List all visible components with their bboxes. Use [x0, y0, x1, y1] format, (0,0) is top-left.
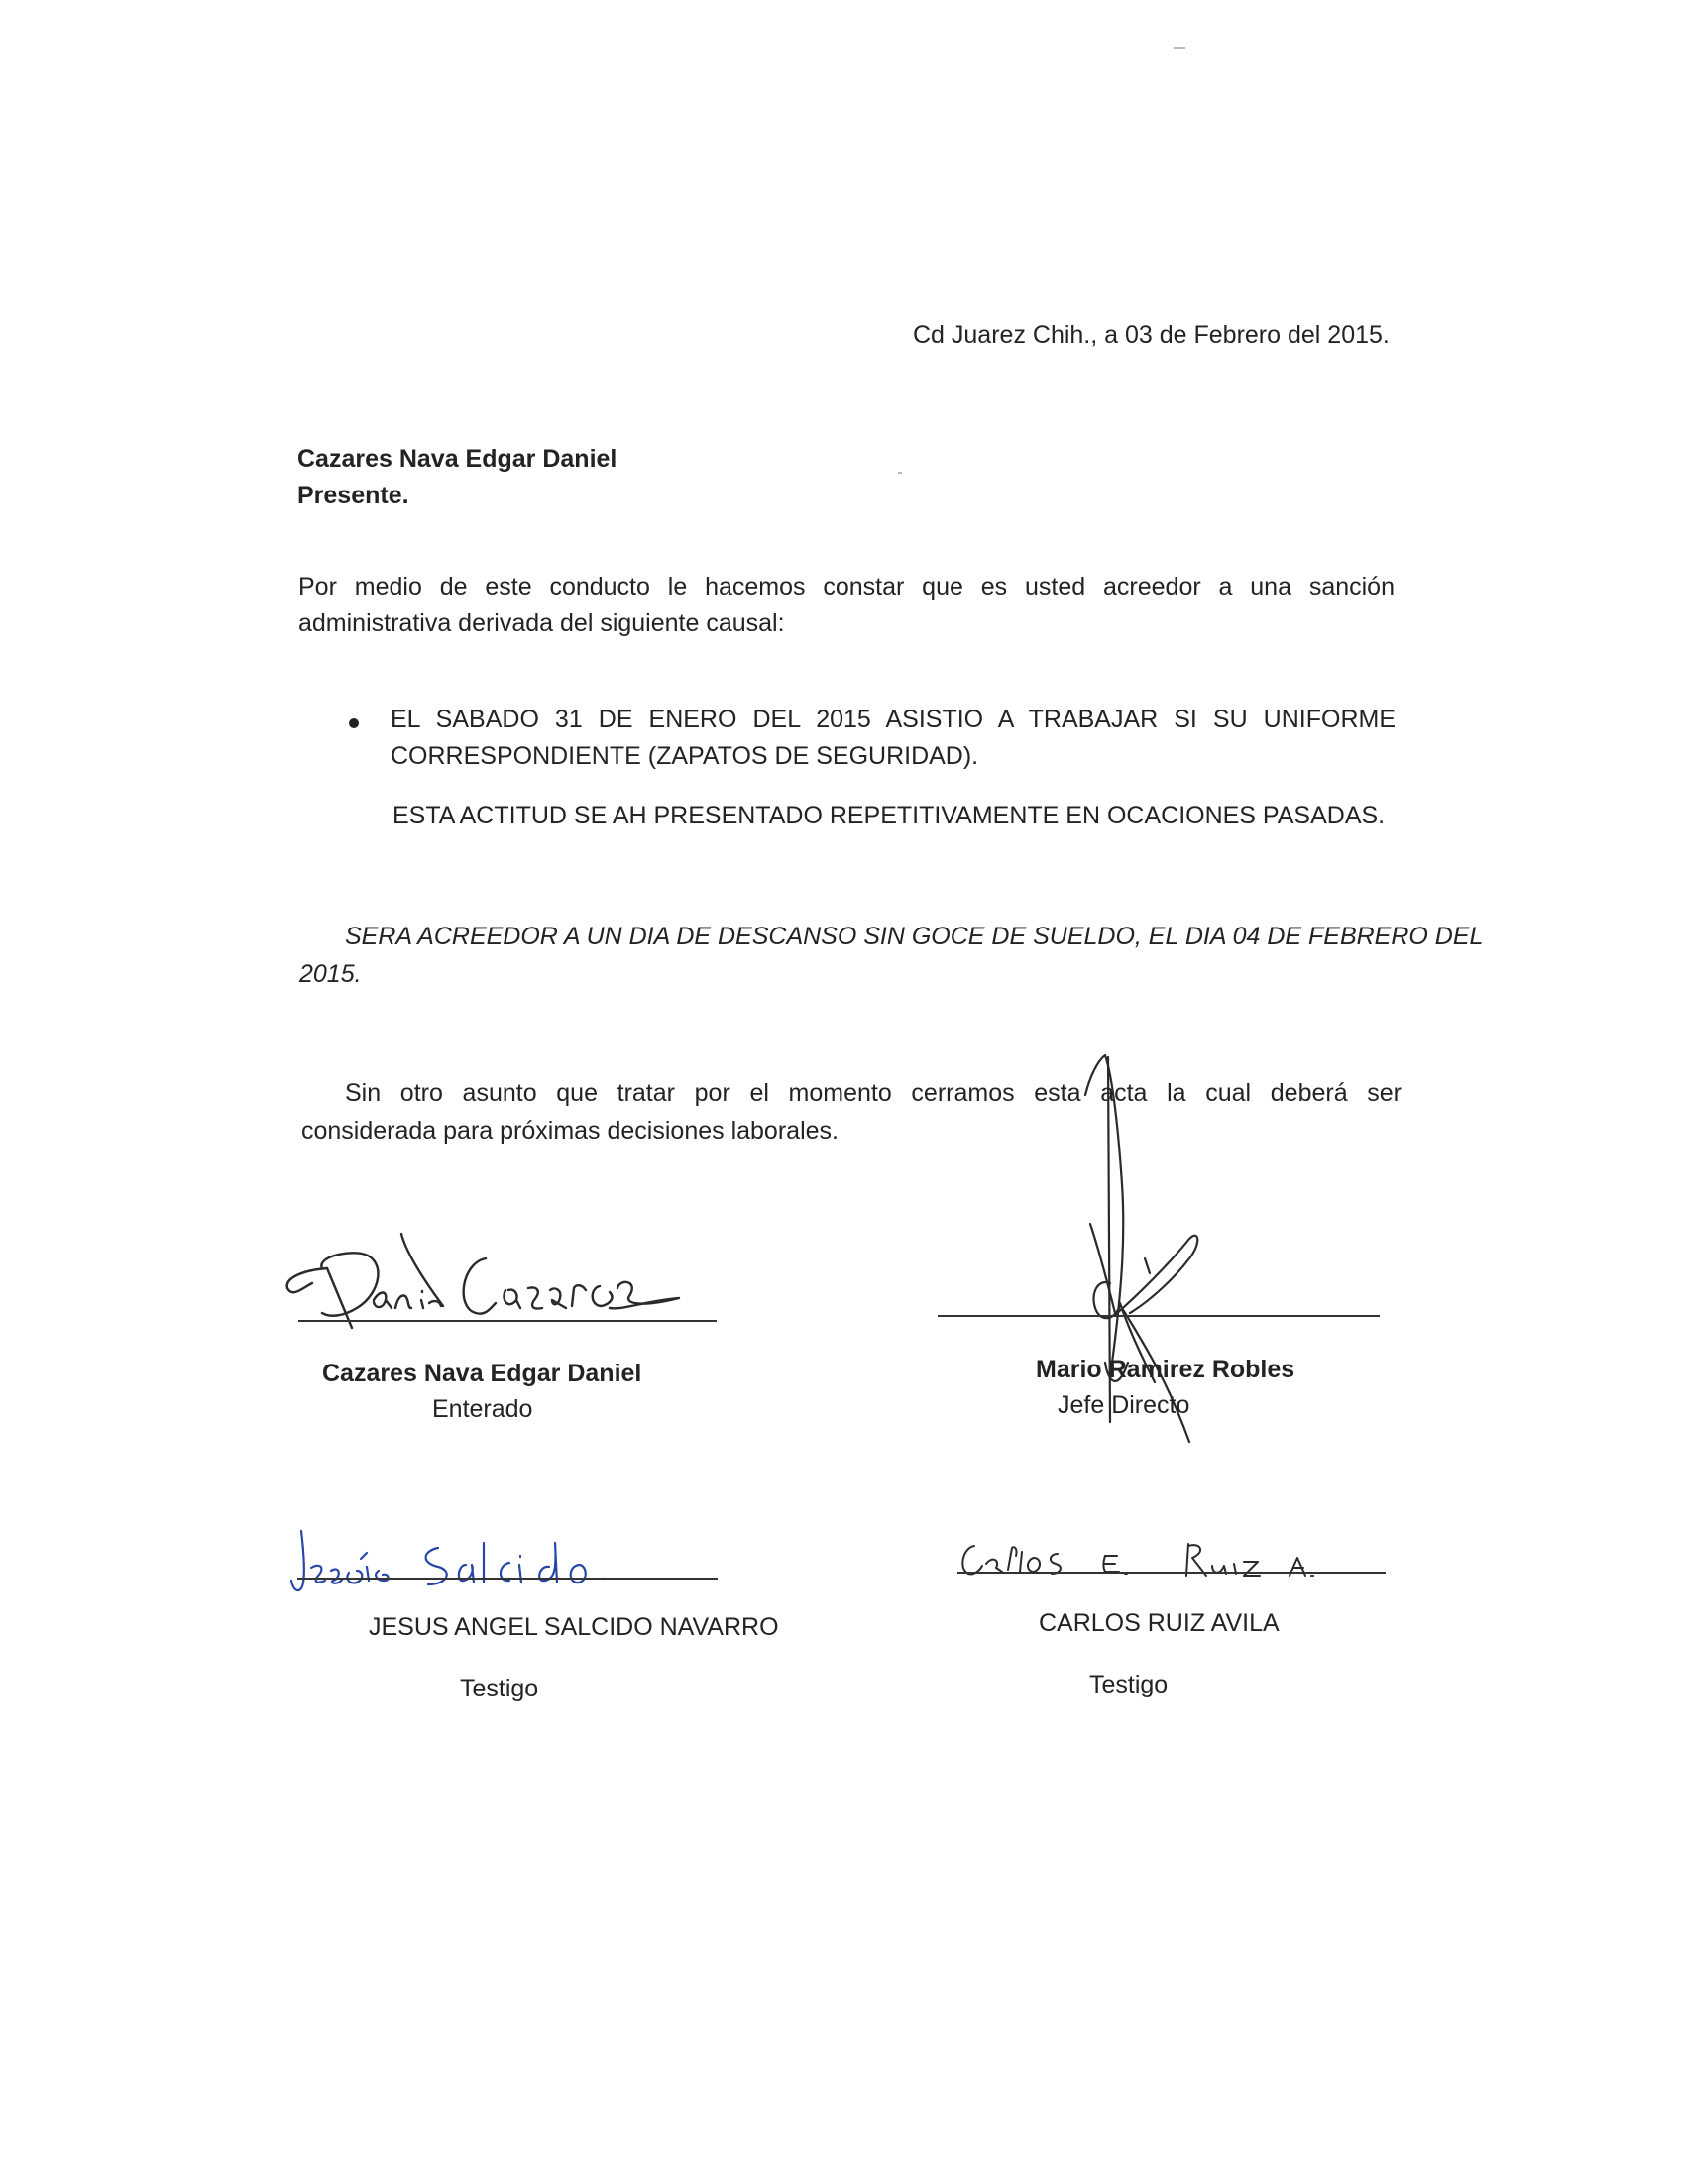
- witness2-signature: [956, 1534, 1353, 1593]
- employee-role: Enterado: [432, 1395, 533, 1423]
- scan-speck: [898, 472, 902, 474]
- closing-line-1: Sin otro asunto que tratar por el momento cerramos esta acta la cual deberá ser: [345, 1079, 1402, 1107]
- witness1-name: JESUS ANGEL SALCIDO NAVARRO: [369, 1613, 779, 1641]
- employee-name: Cazares Nava Edgar Daniel: [322, 1360, 642, 1387]
- intro-line-2: administrativa derivada del siguiente causal:: [298, 609, 785, 637]
- repeat-note: ESTA ACTITUD SE AH PRESENTADO REPETITIVAMENTE EN OCACIONES PASADAS.: [392, 802, 1386, 829]
- sanction-line-2: 2015.: [299, 960, 362, 988]
- intro-line-1: Por medio de este conducto le hacemos constar que es usted acreedor a una sanción: [298, 573, 1395, 601]
- witness1-role: Testigo: [460, 1675, 539, 1702]
- supervisor-name: Mario Ramirez Robles: [1036, 1356, 1295, 1383]
- bullet-point: [349, 718, 359, 728]
- recipient-salutation: Presente.: [297, 482, 409, 509]
- witness1-signature: [289, 1523, 646, 1602]
- recipient-name: Cazares Nava Edgar Daniel: [297, 445, 617, 473]
- sanction-line-1: SERA ACREEDOR A UN DIA DE DESCANSO SIN GOCE DE SUELDO, EL DIA 04 DE FEBRERO DEL: [345, 923, 1484, 950]
- bullet-line-2: CORRESPONDIENTE (ZAPATOS DE SEGURIDAD).: [391, 742, 979, 770]
- bullet-line-1: EL SABADO 31 DE ENERO DEL 2015 ASISTIO A TRABAJAR SI SU UNIFORME: [391, 706, 1396, 733]
- witness1-signature-line: [297, 1578, 718, 1580]
- witness2-signature-line: [957, 1572, 1386, 1574]
- place-date: Cd Juarez Chih., a 03 de Febrero del 2015.: [913, 321, 1390, 349]
- supervisor-role: Jefe Directo: [1058, 1391, 1190, 1419]
- scan-speck: [1174, 47, 1185, 49]
- closing-line-2: considerada para próximas decisiones laborales.: [301, 1117, 839, 1145]
- employee-signature-line: [298, 1320, 717, 1322]
- witness2-name: CARLOS RUIZ AVILA: [1039, 1609, 1280, 1637]
- supervisor-signature-line: [938, 1315, 1380, 1317]
- witness2-role: Testigo: [1089, 1671, 1169, 1698]
